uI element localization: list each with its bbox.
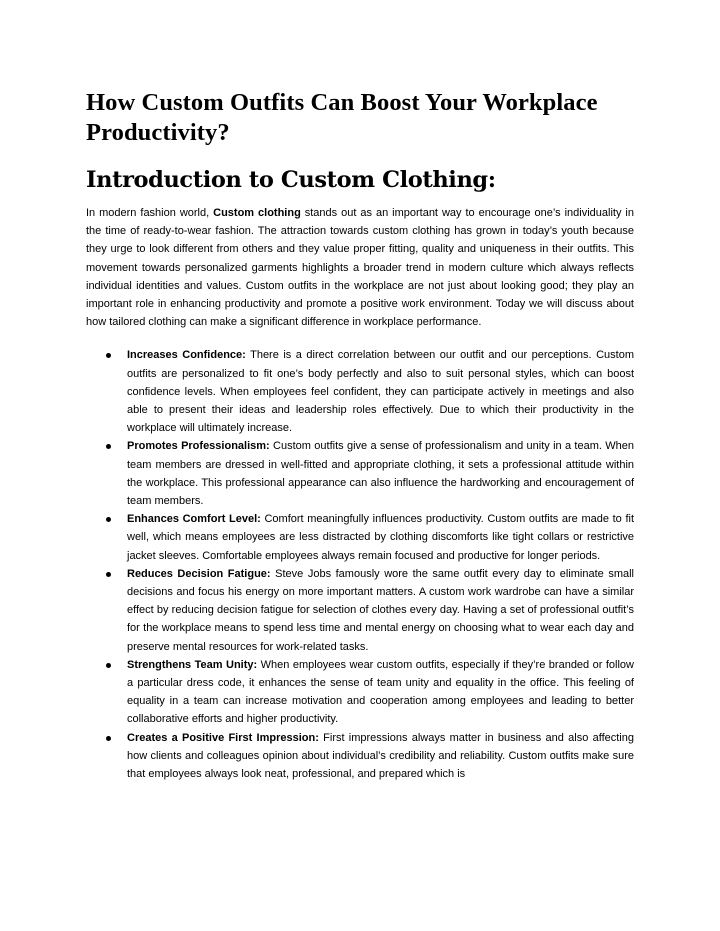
- list-item-text: When employees wear custom outfits, especially if they’re branded or follow a particular dress code, it enhances the sense of team unity and equality in the office. This feeling of equality in a team can increase motivation and cooperation among employees and leading to better collaborative efforts and higher productivity.: [127, 658, 634, 726]
- intro-text-after: stands out as an important way to encourage one’s individuality in the time of ready-to-wear fashion. The attraction towards custom clothing has grown in today’s youth because they urge to look different from others and they value proper fitting, quality and uniqueness in their outfits. This movement towards personalized garments highlights a broader trend in modern culture which always reflects individual identities and values. Custom outfits in the workplace are not just about looking good; they play an important role in enhancing productivity and promote a positive work environment. Today we will discuss about how tailored clothing can make a significant difference in workplace performance.: [86, 207, 634, 329]
- list-item: [86, 565, 634, 656]
- list-item: [86, 656, 634, 729]
- bullet-icon: [106, 736, 111, 741]
- list-item-text: Steve Jobs famously wore the same outfit every day to eliminate small decisions and focus his energy on more important matters. A custom work wardrobe can have a similar effect by reducing decision fatigue for selection of clothes every day. Having a set of professional outfit’s for the workplace means to spend less time and mental energy on choosing what to wear each day and preserve mental resources for work-related tasks.: [127, 567, 634, 653]
- list-item-text: First impressions always matter in business and also affecting how clients and colleagues opinion about individual’s credibility and reliability. Custom outfits make sure that employees always look neat, professional, and prepared which is: [127, 731, 634, 781]
- list-item-title: Creates a Positive First Impression:: [127, 731, 319, 744]
- list-item-text: Comfort meaningfully influences productivity. Custom outfits are made to fit well, which means employees are less distracted by clothing discomforts like tight collars or restrictive jacket sleeves. Comfortable employees always remain focused and productive for longer periods.: [127, 513, 634, 562]
- list-item-title: Increases Confidence:: [127, 349, 246, 362]
- list-item-title: Strengthens Team Unity:: [127, 658, 258, 671]
- list-item-title: Reduces Decision Fatigue:: [127, 567, 271, 580]
- list-item-title: Promotes Professionalism:: [127, 440, 270, 453]
- intro-paragraph: [86, 204, 634, 331]
- intro-bold-term: Custom clothing: [213, 207, 301, 219]
- bullet-icon: [106, 663, 111, 668]
- list-item: [86, 437, 634, 510]
- list-item: [86, 346, 634, 437]
- document-title: How Custom Outfits Can Boost Your Workplace Productivity?: [86, 89, 598, 146]
- list-item-text: There is a direct correlation between our outfit and our perceptions. Custom outfits are personalized to fit one’s body perfectly and also to suit personal styles, which can boost confidence levels. When employees feel confident, they can participate actively in meetings and also able to present their ideas and leadership roles effectively. Due to which their productivity in the workplace will ultimately increase.: [127, 349, 634, 435]
- benefits-list: [86, 346, 634, 783]
- list-item: [86, 729, 634, 784]
- bullet-icon: [106, 444, 111, 449]
- section-heading: Introduction to Custom Clothing:: [86, 167, 496, 193]
- list-item-title: Enhances Comfort Level:: [127, 513, 261, 526]
- bullet-icon: [106, 572, 111, 577]
- list-item-text: Custom outfits give a sense of professionalism and unity in a team. When team members are dressed in well-fitted and appropriate clothing, it sets a professional attitude within the workplace. This professional appearance can also influence the hardworking and encouragement of team members.: [127, 440, 635, 508]
- intro-text-before: In modern fashion world,: [86, 207, 214, 219]
- list-item: [86, 510, 634, 565]
- bullet-icon: [106, 353, 111, 358]
- document-page: [86, 88, 634, 783]
- bullet-icon: [106, 517, 111, 522]
